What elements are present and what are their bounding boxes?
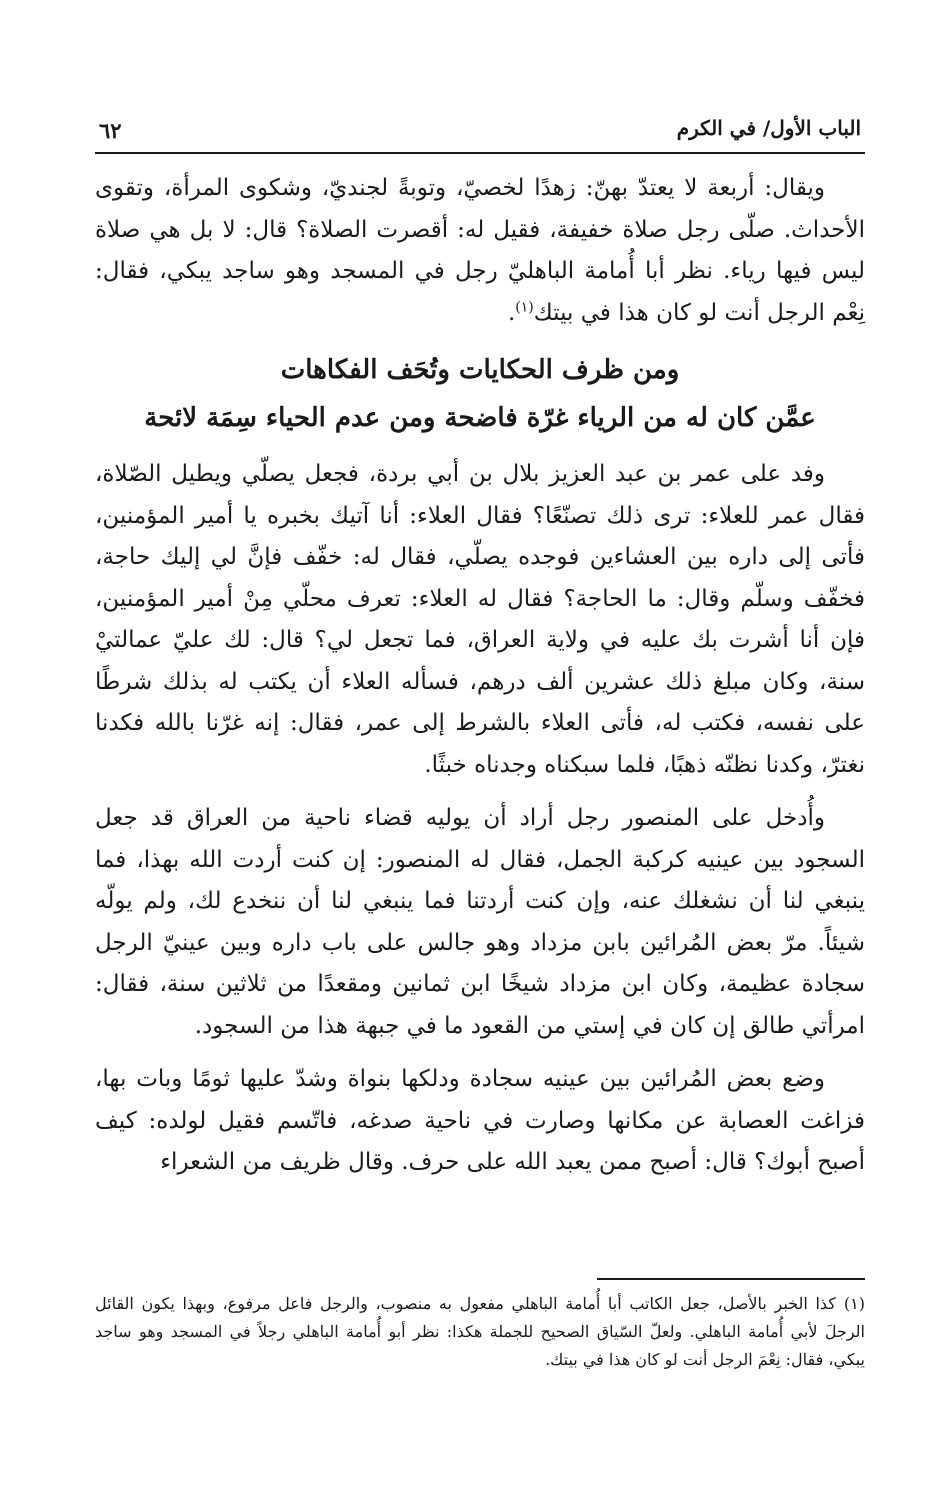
page-number: ٦٢ [99, 118, 122, 143]
story-paragraph: وفد على عمر بن عبد العزيز بلال بن أبي بردة، فجعل يصلّي ويطيل الصّلاة، فقال عمر للعلاء: ترى ذلك تصنّعًا؟ فقال العلاء: أنا آتيك بخبره يا أمير المؤمنين، فأتى إلى داره بين العشاءين فوجده يصلّي، فقال له: خفّف فإنَّ لي إليك حاجة، فخفّف وسلّم وقال: ما الحاجة؟ فقال له العلاء: تعرف محلّي مِنْ أمير المؤمنين، فإن أنا أشرت بك عليه في ولاية العراق، فما تجعل لي؟ قال: لك عليّ عمالتيْ سنة، وكان مبلغ ذلك عشرين ألف درهم، فسأله العلاء أن يكتب له بذلك شرطًا على نفسه، فكتب له، فأتى العلاء بالشرط إلى عمر، فقال: إنه غرّنا بالله فكدنا نغترّ، وكدنا نظنّه ذهبًا، فلما سبكناه وجدناه خبثًا. [95, 461, 865, 778]
footnote-number: (١) [843, 1294, 865, 1313]
running-header [95, 112, 865, 154]
story-paragraph: وأُدخل على المنصور رجل أراد أن يوليه قضاء ناحية من العراق قد جعل السجود بين عينيه كركبة الجمل، فقال له المنصور: إن كنت أردت الله بهذا، فما ينبغي لنا أن نشغلك عنه، وإن كنت أردتنا فما ينبغي لنا أن ننخدع لك، ولم يولّه شيئاً. مرّ بعض المُرائين بابن مزداد وهو جالس على باب داره وبين عينيّ الرجل سجادة عظيمة، وكان ابن مزداد شيخًا ابن ثمانين ومقعدًا من ثلاثين سنة، فقال: امرأتي طالق إن كان في إستي من القعود ما في جبهة هذا من السجود. [95, 805, 865, 1039]
main-text [95, 168, 865, 1188]
story-paragraph: وضع بعض المُرائين بين عينيه سجادة ودلكها بنواة وشدّ عليها ثومًا وبات بها، فزاغت العصابة عن مكانها وصارت في ناحية صدغه، فاتّسم فقيل لولده: كيف أصبح أبوك؟ قال: أصبح ممن يعبد الله على حرف. وقال ظريف من الشعراء [95, 1066, 865, 1175]
section-subheading: عمَّن كان له من الرياء غرّة فاضحة ومن عدم الحياء سِمَة لائحة [144, 403, 816, 433]
section-heading: ومن ظرف الحكايات وتُحَف الفكاهات [280, 355, 680, 385]
chapter-title: الباب الأول/ في الكرم [676, 116, 861, 140]
opening-paragraph [95, 168, 865, 334]
footnotes [95, 1290, 865, 1374]
footnote-divider [597, 1278, 865, 1280]
opening-paragraph-end: . [507, 299, 516, 326]
book-page [95, 0, 865, 1485]
footnote-text: كذا الخبر بالأصل، جعل الكاتب أبا أُمامة الباهلي مفعول به منصوب، والرجل فاعل مرفوع، وبهذا يكون القائل الرجلَ لأبي أُمامة الباهلي. ولعلّ السّياق الصحيح للجملة هكذا: نظر أبو أُمامة الباهلي رجلاً في المسجد وهو ساجد يبكي، فقال: نِعْمَ الرجل أنت لو كان هذا في بيتك. [95, 1294, 865, 1369]
footnote-reference[interactable]: (١) [515, 298, 534, 315]
opening-paragraph-text: ويقال: أربعة لا يعتدّ بهنّ: زهدًا لخصيّ، وتوبةً لجنديّ، وشكوى المرأة، وتقوى الأحداث. صلّى رجل صلاة خفيفة، فقيل له: أقصرت الصلاة؟ قال: لا بل هي صلاة ليس فيها رياء. نظر أبا أُمامة الباهليّ رجل في المسجد وهو ساجد يبكي، فقال: نِعْم الرجل أنت لو كان هذا في بيتك [95, 175, 865, 326]
